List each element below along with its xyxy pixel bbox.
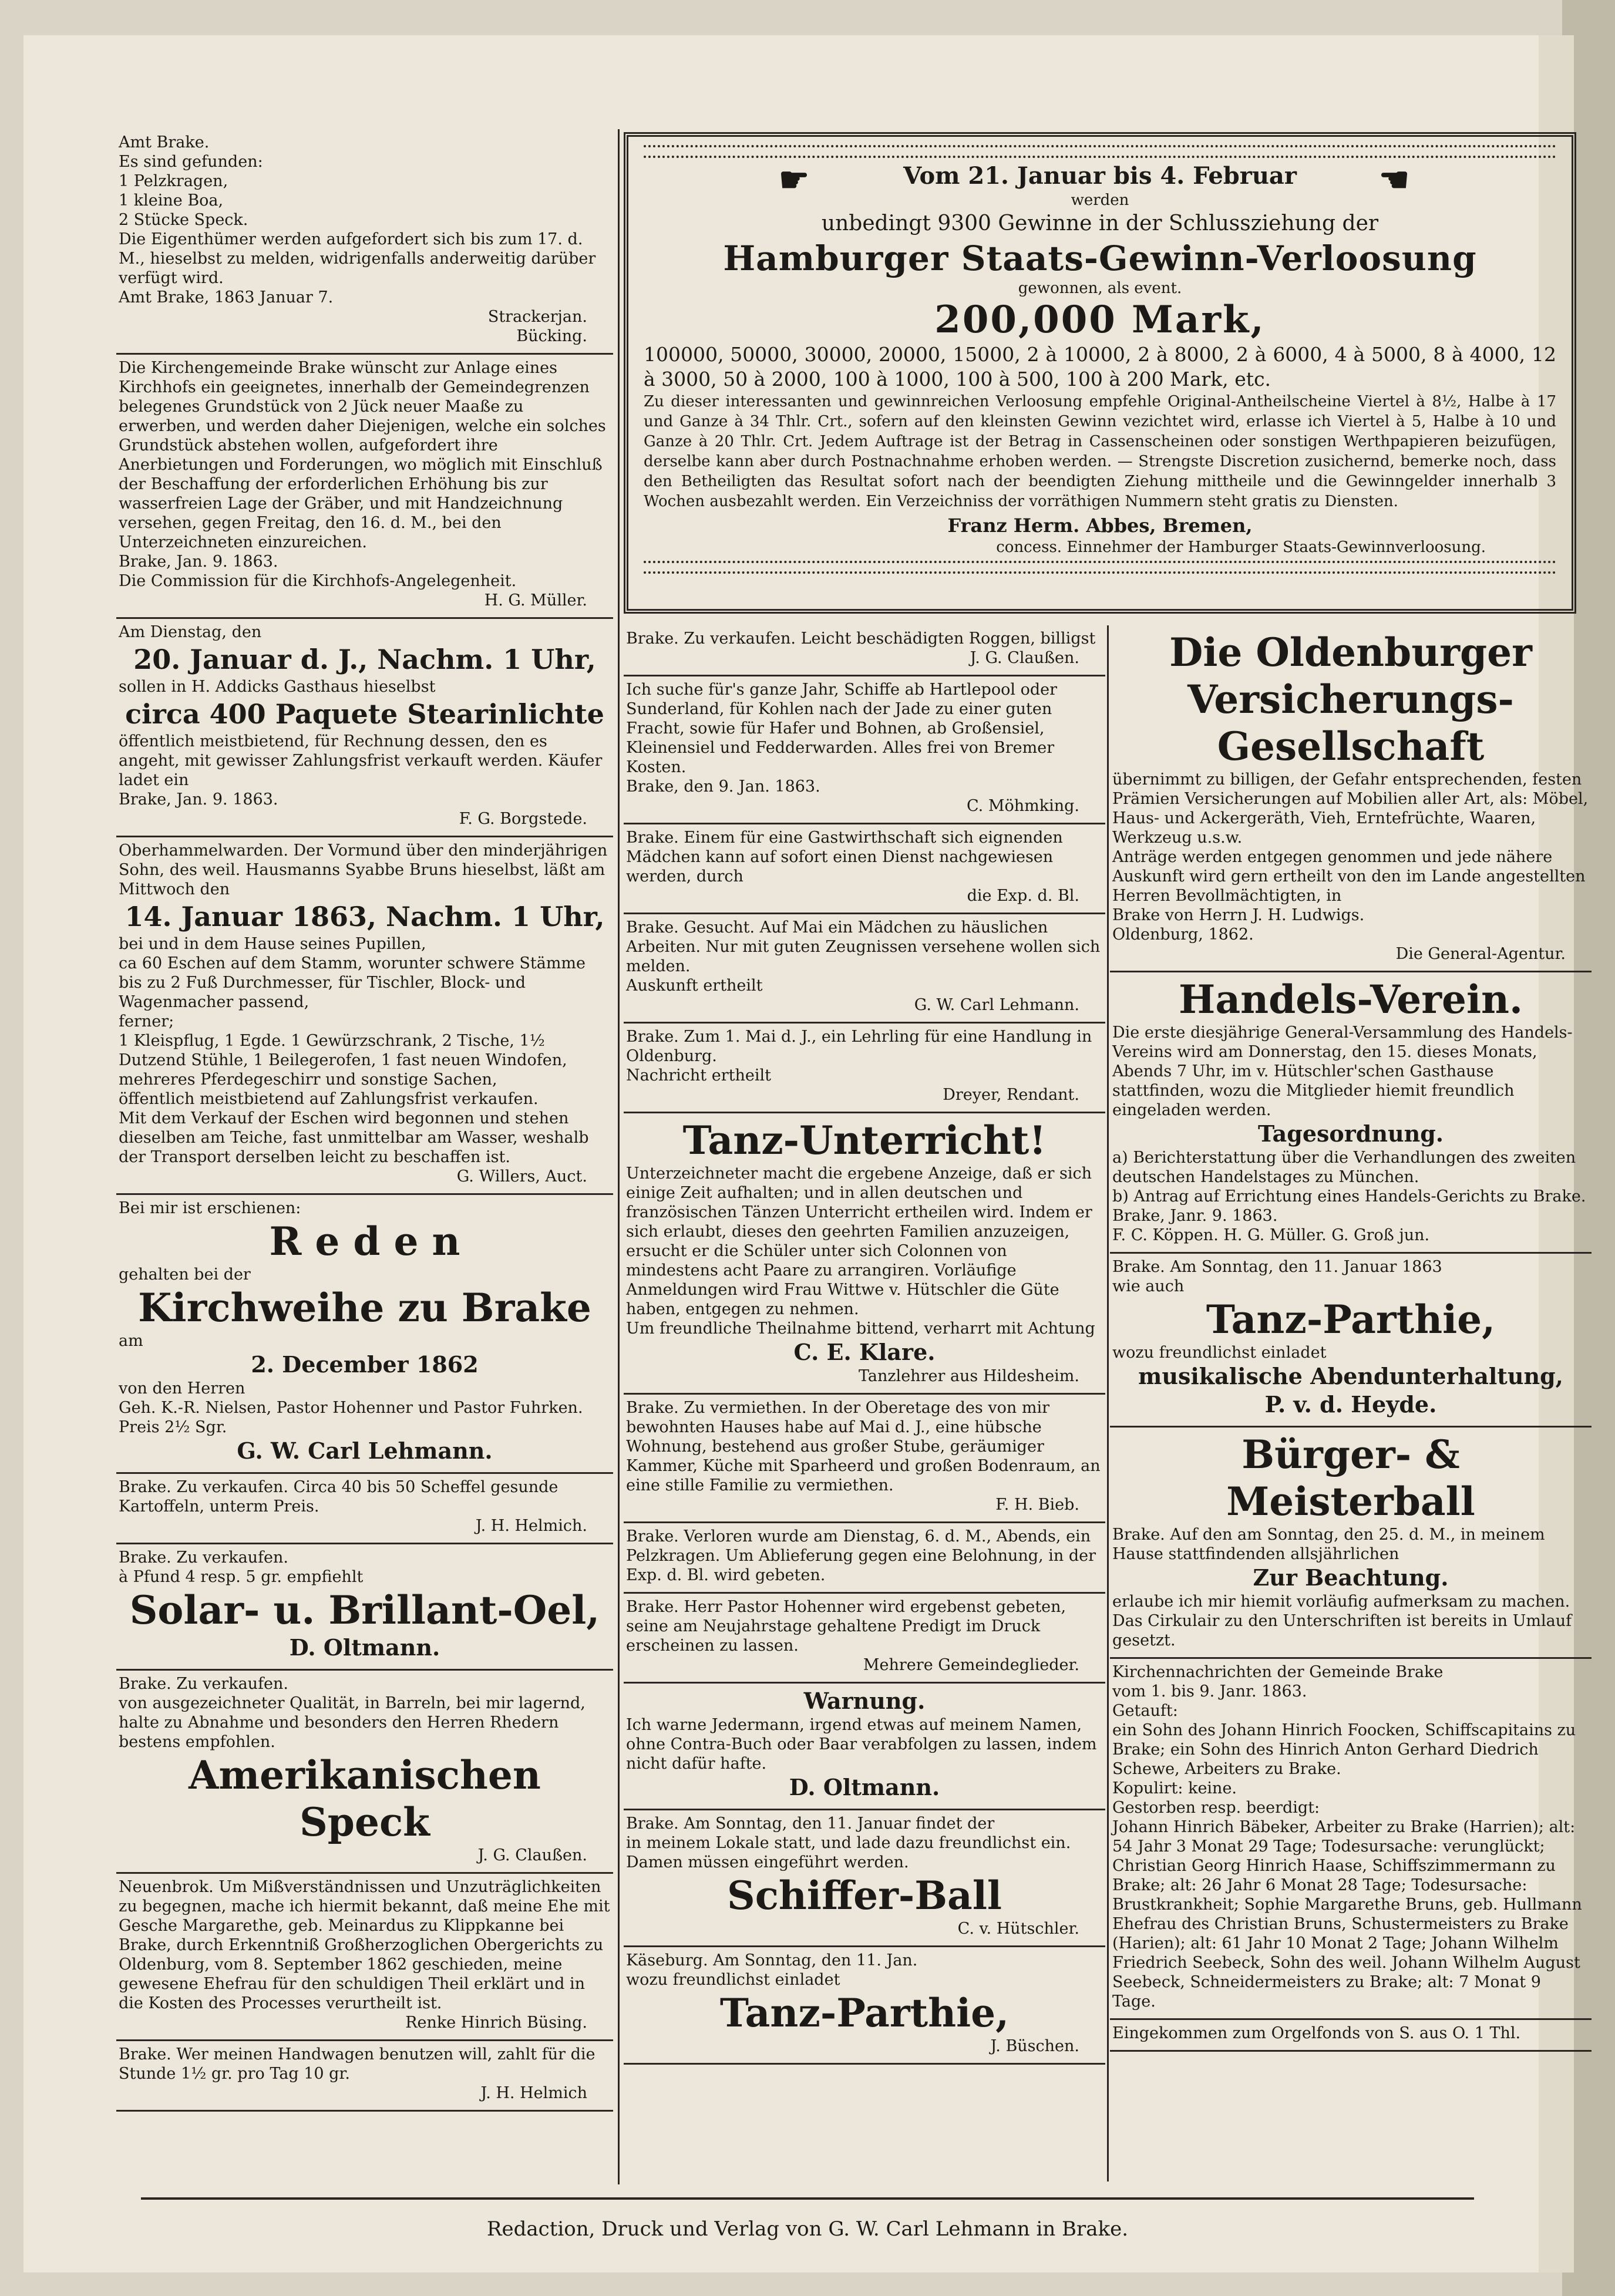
text-line: Amt Brake. (119, 133, 210, 152)
text-line: Brake, den 9. Jan. 1863. (626, 777, 820, 796)
text-line: gehalten bei der (119, 1265, 251, 1284)
column-left (116, 129, 613, 2112)
text-line: Die Commission für die Kirchhofs-Angelegenheit. (119, 572, 517, 590)
advert-block (624, 1113, 1105, 1395)
lottery-advert (624, 132, 1576, 614)
ornament-border-top (644, 145, 1556, 158)
signature: J. Büschen. (990, 2037, 1079, 2055)
display-title: R e d e n (269, 1218, 460, 1264)
text-line: Um freundliche Theilnahme bittend, verharrt mit Achtung (626, 1319, 1095, 1338)
text-line: Neuenbrok. Um Mißverständnissen und Unzuträglichkeiten zu begegnen, mache ich hiermit bekannt, daß meine Ehe mit Gesche Margarethe, geb. Meinardus zu Klippkanne bei Brake, durch Erkenntniß Großherzoglichen Obergerichts zu Oldenburg, vom 8. September 1862 geschieden, meine gewesene Ehefrau für den schuldigen Theil erklärt und in die Kosten des Processes verurtheilt ist. (119, 1878, 610, 2012)
advert-block (116, 355, 613, 619)
text-line: Oldenburg, 1862. (1112, 925, 1254, 944)
signature: C. Möhmking. (966, 797, 1079, 815)
signature: J. G. Claußen. (477, 1846, 587, 1864)
signature: Bücking. (516, 327, 587, 345)
advert-block (624, 1810, 1105, 1947)
signature: Tanzlehrer aus Hildesheim. (858, 1367, 1079, 1385)
advert-block (116, 1671, 613, 1874)
text-line: Die erste diesjährige General-Versammlung des Handels-Vereins wird am Donnerstag, den 15. dieses Monats, Abends 7 Uhr, im v. Hütschler'schen Gasthause stattfinden, wozu die Mitglieder hiemit freundlich eingeladen werden. (1112, 1024, 1573, 1119)
signature: F. G. Borgstede. (459, 810, 587, 828)
signature: die Exp. d. Bl. (967, 887, 1079, 905)
lottery-amount: 200,000 Mark, (934, 298, 1266, 342)
text-line: Nachricht ertheilt (626, 1066, 771, 1085)
text-line: am (119, 1332, 143, 1350)
text-line: Ich suche für's ganze Jahr, Schiffe ab Hartlepool oder Sunderland, für Kohlen nach der Jade zu einer guten Fracht, sowie für Hafer und Bohnen, ab Großensiel, Kleinensiel und Fedderwarden. Alles frei von Bremer Kosten. (626, 681, 1057, 776)
signature: J. H. Helmich (480, 2084, 587, 2102)
text-line: Brake. Zu verkaufen. (119, 1675, 289, 1693)
column-rule-1 (618, 129, 620, 2184)
advert-block (624, 1684, 1105, 1810)
text-line: wozu freundlichst einladet (1112, 1344, 1327, 1362)
signature: H. G. Müller. (484, 591, 587, 610)
signature: Dreyer, Rendant. (943, 1086, 1079, 1104)
text-line: übernimmt zu billigen, der Gefahr entsprechenden, festen Prämien Versicherungen auf Mobilien aller Art, als: Möbel, Haus- und Ackergeräth, Vieh, Erntefrüchte, Waaren, Werkzeug u.s.w. (1112, 770, 1589, 847)
lottery-title: Hamburger Staats-Gewinn-Verloosung (723, 238, 1477, 278)
display-title: Bürger- & Meisterball (1226, 1432, 1475, 1524)
column-middle (624, 625, 1105, 2065)
text-line: Die Kirchengemeinde Brake wünscht zur Anlage eines Kirchhofs ein geeignetes, innerhalb der Gemeindegrenzen belegenes Grundstück von 2 Jück neuer Maaße zu erwerben, und werden daher Diejenigen, welche ein solches Grundstück abstehen wollen, aufgefordert ihre Anerbietungen und Forderungen, wo möglich mit Einschluß der Beschaffung der erforderlichen Erhöhung bis zur wasserfreien Lage der Gräber, und mit Handzeichnung versehen, gegen Freitag, den 16. d. M., bei den Unterzeichneten einzureichen. (119, 359, 606, 551)
advert-block (1110, 2020, 1592, 2052)
text-line: wie auch (1112, 1277, 1185, 1295)
subheading: musikalische Abendunterhaltung, (1138, 1363, 1563, 1389)
text-line: Auskunft ertheilt (626, 977, 763, 995)
text-line: ferner; (119, 1012, 174, 1031)
text-line: Johann Hinrich Bäbeker, Arbeiter zu Brake (Harrien); alt: 54 Jahr 3 Monat 29 Tage; Todesursache: verunglückt; Christian Georg Hinrich Haase, Schiffszimmermann zu Brake; alt: 26 Jahr 6 Monat 28 Tage; Todesursache: Brustkrankheit; Sophie Margarethe Bruns, geb. Hullmann Ehefrau des Christian Bruns, Schustermeisters zu Brake (Harien); alt: 61 Jahr 10 Monat 2 Tage; Johann Wilhelm Friedrich Seebeck, Sohn des weil. Johann Wilhelm August Seebeck, Schneidermeisters zu Brake; alt: 7 Monat 9 Tage. (1112, 1818, 1582, 2011)
signature: Renke Hinrich Büsing. (405, 2014, 587, 2032)
advert-block (624, 1523, 1105, 1594)
text-line: F. C. Köppen. H. G. Müller. G. Groß jun. (1112, 1226, 1430, 1244)
text-line: von ausgezeichneter Qualität, in Barreln, bei mir lagernd, halte zu Abnahme und besonders den Herren Rhedern bestens empfohlen. (119, 1694, 586, 1751)
signature: D. Oltmann. (289, 1634, 440, 1661)
lottery-headline: Vom 21. Januar bis 4. Februar (903, 162, 1297, 190)
text-line: Brake. Auf den am Sonntag, den 25. d. M., in meinem Hause stattfindenden allsjährlichen (1112, 1526, 1545, 1563)
text-line: Ich warne Jedermann, irgend etwas auf meinem Namen, ohne Contra-Buch oder Baar verabfolgen zu lassen, indem nicht dafür hafte. (626, 1716, 1097, 1773)
signature: Strackerjan. (487, 308, 587, 326)
text-line: ca 60 Eschen auf dem Stamm, worunter schwere Stämme bis zu 2 Fuß Durchmesser, für Tischler, Block- und Wagenmacher passend, (119, 954, 586, 1011)
signature: G. W. Carl Lehmann. (237, 1437, 493, 1464)
text-line: Brake. Herr Pastor Hohenner wird ergebenst gebeten, seine am Neujahrstage gehaltene Predigt im Druck erscheinen zu lassen. (626, 1598, 1066, 1655)
text-line: öffentlich meistbietend, für Rechnung dessen, den es angeht, mit gewisser Zahlungsfrist verkauft werden. Käufer ladet ein (119, 732, 603, 789)
signature: F. H. Bieb. (995, 1496, 1079, 1514)
text-line: Mit dem Verkauf der Eschen wird begonnen und stehen dieselben am Teiche, fast unmittelbar am Wasser, weshalb der Transport derselben leicht zu beschaffen ist. (119, 1109, 589, 1166)
display-title: Kirchweihe zu Brake (138, 1285, 591, 1331)
lottery-sub: gewonnen, als event. (1018, 280, 1182, 297)
lottery-werden: werden (1071, 191, 1129, 209)
lottery-signature-title: concess. Einnehmer der Hamburger Staats-Gewinnverloosung. (996, 538, 1486, 556)
column-rule-2 (1107, 625, 1109, 2181)
advert-block (1110, 972, 1592, 1254)
display-title: Tanz-Parthie, (719, 1990, 1010, 2036)
ornament-border-bottom (644, 561, 1556, 574)
text-line: Brake. Am Sonntag, den 11. Januar 1863 (1112, 1258, 1442, 1276)
advert-block (624, 1947, 1105, 2065)
text-line: Brake. Gesucht. Auf Mai ein Mädchen zu häuslichen Arbeiten. Nur mit guten Zeugnissen versehene wollen sich melden. (626, 918, 1101, 975)
lottery-signature: Franz Herm. Abbes, Bremen, (947, 514, 1253, 537)
text-line: Brake. Am Sonntag, den 11. Januar findet der (626, 1814, 995, 1833)
signature: G. W. Carl Lehmann. (914, 996, 1079, 1014)
text-line: Brake. Wer meinen Handwagen benutzen will, zahlt für die Stunde 1½ gr. pro Tag 10 gr. (119, 2045, 595, 2083)
text-line: Damen müssen eingeführt werden. (626, 1853, 909, 1871)
display-title: Handels-Verein. (1178, 977, 1523, 1022)
text-line: Brake. Zu verkaufen. Leicht beschädigten Roggen, billigst (626, 629, 1096, 648)
advert-block (116, 1474, 613, 1544)
text-line: 1 kleine Boa, (119, 191, 224, 210)
text-line: Brake. Zu verkaufen. Circa 40 bis 50 Scheffel gesunde Kartoffeln, unterm Preis. (119, 1478, 558, 1516)
text-line: Preis 2½ Sgr. (119, 1418, 227, 1436)
advert-block (1110, 625, 1592, 972)
headline: 20. Januar d. J., Nachm. 1 Uhr, (133, 644, 596, 675)
headline: 14. Januar 1863, Nachm. 1 Uhr, (125, 901, 605, 932)
text-line: Brake. Einem für eine Gastwirthschaft sich eignenden Mädchen kann auf sofort einen Dienst nachgewiesen werden, durch (626, 829, 1063, 886)
advert-block (624, 625, 1105, 676)
advert-block (1110, 1659, 1592, 2020)
text-line: Getauft: (1112, 1702, 1178, 1720)
signature: P. v. d. Heyde. (1264, 1391, 1437, 1418)
text-line: Brake. Zum 1. Mai d. J., ein Lehrling für eine Handlung in Oldenburg. (626, 1028, 1092, 1065)
signature: Mehrere Gemeindeglieder. (863, 1656, 1079, 1674)
advert-block (116, 1874, 613, 2041)
advert-block (116, 2041, 613, 2112)
text-line: Brake. Zu vermiethen. In der Oberetage des von mir bewohnten Hauses habe auf Mai d. J., eine hübsche Wohnung, bestehend aus großer Stube, geräumiger Kammer, Küche mit Sparheerd und großen Bodenraum, an eine stille Familie zu vermiethen. (626, 1399, 1101, 1494)
text-line: Brake, Jan. 9. 1863. (119, 790, 278, 809)
display-title: Die Oldenburger Versicherungs-Gesellschaft (1169, 629, 1532, 769)
text-line: Geh. K.-R. Nielsen, Pastor Hohenner und Pastor Fuhrken. (119, 1399, 583, 1417)
column-right (1110, 625, 1592, 2052)
advert-block (116, 837, 613, 1195)
imprint-footer: Redaction, Druck und Verlag von G. W. Carl Lehmann in Brake. (141, 2197, 1474, 2241)
advert-block (1110, 1254, 1592, 1428)
display-title: Amerikanischen Speck (189, 1752, 541, 1845)
advert-block (624, 914, 1105, 1024)
text-line: Brake, Janr. 9. 1863. (1112, 1207, 1278, 1225)
advert-block (624, 676, 1105, 824)
text-line: Amt Brake, 1863 Januar 7. (119, 288, 334, 307)
display-title: Schiffer-Ball (727, 1873, 1002, 1918)
subheading: Tagesordnung. (1257, 1120, 1444, 1147)
advert-block (624, 1024, 1105, 1113)
text-line: erlaube ich mir hiemit vorläufig aufmerksam zu machen. Das Cirkulair zu den Unterschriften ist bereits in Umlauf gesetzt. (1112, 1593, 1572, 1649)
signature: Die General-Agentur. (1395, 945, 1566, 963)
advert-block (116, 1195, 613, 1474)
text-line: Unterzeichneter macht die ergebene Anzeige, daß er sich einige Zeit aufhalten; und in allen deutschen und französischen Tänzen Unterricht ertheilen wird. Indem er sich erlaubt, dieses den geehrten Familien anzuzeigen, ersucht er die Schüler unter sich Colonnen von mindestens acht Paare zu arrangiren. Vorläufige Anmeldungen wird Frau Wittwe v. Hütschler die Güte haben, entgegen zu nehmen. (626, 1164, 1092, 1318)
text-line: Kopulirt: keine. (1112, 1779, 1237, 1797)
text-line: 1 Pelzkragen, (119, 172, 228, 190)
text-line: 2 Stücke Speck. (119, 211, 248, 229)
advert-block (1110, 1428, 1592, 1659)
display-title: Tanz-Parthie, (1206, 1297, 1496, 1342)
text-line: Kirchennachrichten der Gemeinde Brake (1112, 1663, 1444, 1681)
text-line: in meinem Lokale statt, und lade dazu freundlichst ein. (626, 1834, 1071, 1852)
text-line: öffentlich meistbietend auf Zahlungsfrist verkaufen. (119, 1090, 539, 1108)
pointing-hand-icon: ☛ (779, 160, 809, 200)
text-line: Brake. Verloren wurde am Dienstag, 6. d. M., Abends, ein Pelzkragen. Um Ablieferung gegen eine Belohnung, in der Exp. d. Bl. wird gebeten. (626, 1527, 1096, 1584)
text-line: Brake. Zu verkaufen. (119, 1548, 289, 1567)
lottery-line3: unbedingt 9300 Gewinne in der Schlussziehung der (821, 211, 1379, 235)
subheading: 2. December 1862 (251, 1351, 479, 1378)
text-line: b) Antrag auf Errichtung eines Handels-Gerichts zu Brake. (1112, 1187, 1586, 1206)
text-line: a) Berichterstattung über die Verhandlungen des zweiten deutschen Handelstages zu München. (1112, 1149, 1576, 1186)
headline: circa 400 Paquete Stearinlichte (125, 698, 604, 730)
text-line: Oberhammelwarden. Der Vormund über den minderjährigen Sohn, des weil. Hausmanns Syabbe Bruns hieselbst, läßt am Mittwoch den (119, 841, 608, 898)
text-line: Brake, Jan. 9. 1863. (119, 553, 278, 571)
subheading: Warnung. (803, 1688, 926, 1714)
text-line: wozu freundlichst einladet (626, 1971, 840, 1989)
text-line: Am Dienstag, den (119, 623, 262, 641)
text-line: bei und in dem Hause seines Pupillen, (119, 935, 426, 953)
text-line: von den Herren (119, 1379, 245, 1398)
text-line: Brake von Herrn J. H. Ludwigs. (1112, 906, 1365, 924)
text-line: 1 Kleispflug, 1 Egde. 1 Gewürzschrank, 2 Tische, 1½ Dutzend Stühle, 1 Beilegerofen, 1 fast neuen Windofen, mehreres Pferdegeschirr und sonstige Sachen, (119, 1032, 567, 1089)
advert-block (624, 824, 1105, 914)
text-line: Anträge werden entgegen genommen und jede nähere Auskunft wird gern ertheilt von den im Lande angestellten Herren Bevollmächtigten, in (1112, 848, 1586, 905)
signature: J. H. Helmich. (475, 1517, 587, 1535)
advert-block (116, 129, 613, 355)
display-title: Tanz-Unterricht! (682, 1117, 1047, 1163)
text-line: vom 1. bis 9. Janr. 1863. (1112, 1682, 1307, 1701)
text-line: Die Eigenthümer werden aufgefordert sich bis zum 17. d. M., hieselbst zu melden, widrigenfalls anderweitig darüber verfügt wird. (119, 230, 596, 287)
text-line: Es sind gefunden: (119, 153, 263, 171)
advert-block (116, 1544, 613, 1671)
lottery-body: Zu dieser interessanten und gewinnreichen Verloosung empfehle Original-Antheilscheine Viertel à 8½, Halbe à 17 und Ganze à 34 Thlr. Crt., sofern auf den kleinsten Gewinn vezichtet wird, erlasse ich Viertel à 5, Halbe à 10 und Ganze à 20 Thlr. Crt. Jedem Auftrage ist der Betrag in Cassenscheinen oder sonstigen Werthpapieren beizufügen, derselbe kann aber durch Postnachnahme erhoben werden. — Strengste Discretion zusichernd, bemerke noch, dass den Betheiligten das Resultat sofort nach der beendigten Ziehung mittheile und die Gewinngelder innerhalb 3 Wochen ausbezahlt werden. Ein Verzeichniss der vorräthigen Nummern steht gratis zu Diensten. (644, 393, 1556, 510)
text-line: Bei mir ist erschienen: (119, 1199, 301, 1217)
text-line: à Pfund 4 resp. 5 gr. empfiehlt (119, 1568, 364, 1586)
text-line: Eingekommen zum Orgelfonds von S. aus O. 1 Thl. (1112, 2024, 1521, 2042)
advert-block (624, 1395, 1105, 1523)
signature: C. v. Hütschler. (957, 1920, 1079, 1938)
subheading: Zur Beachtung. (1253, 1564, 1449, 1591)
signature: C. E. Klare. (793, 1339, 936, 1365)
display-title: Solar- u. Brillant-Oel, (129, 1587, 600, 1633)
pointing-hand-icon: ☚ (1379, 160, 1409, 200)
advert-block (624, 1594, 1105, 1684)
text-line: Gestorben resp. beerdigt: (1112, 1799, 1320, 1817)
lottery-prizes: 100000, 50000, 30000, 20000, 15000, 2 à 10000, 2 à 8000, 2 à 6000, 4 à 5000, 8 à 4000, 12 à 3000, 50 à 2000, 100 à 1000, 100 à 500, 100 à 200 Mark, etc. (644, 343, 1556, 390)
text-line: ein Sohn des Johann Hinrich Foocken, Schiffscapitains zu Brake; ein Sohn des Hinrich Anton Gerhard Diedrich Schewe, Arbeiters zu Brake. (1112, 1721, 1576, 1778)
advert-block (116, 619, 613, 837)
text-line: Käseburg. Am Sonntag, den 11. Jan. (626, 1951, 918, 1970)
text-line: sollen in H. Addicks Gasthaus hieselbst (119, 678, 436, 696)
signature: D. Oltmann. (789, 1774, 940, 1800)
signature: G. Willers, Auct. (456, 1167, 587, 1186)
signature: J. G. Claußen. (970, 649, 1079, 667)
